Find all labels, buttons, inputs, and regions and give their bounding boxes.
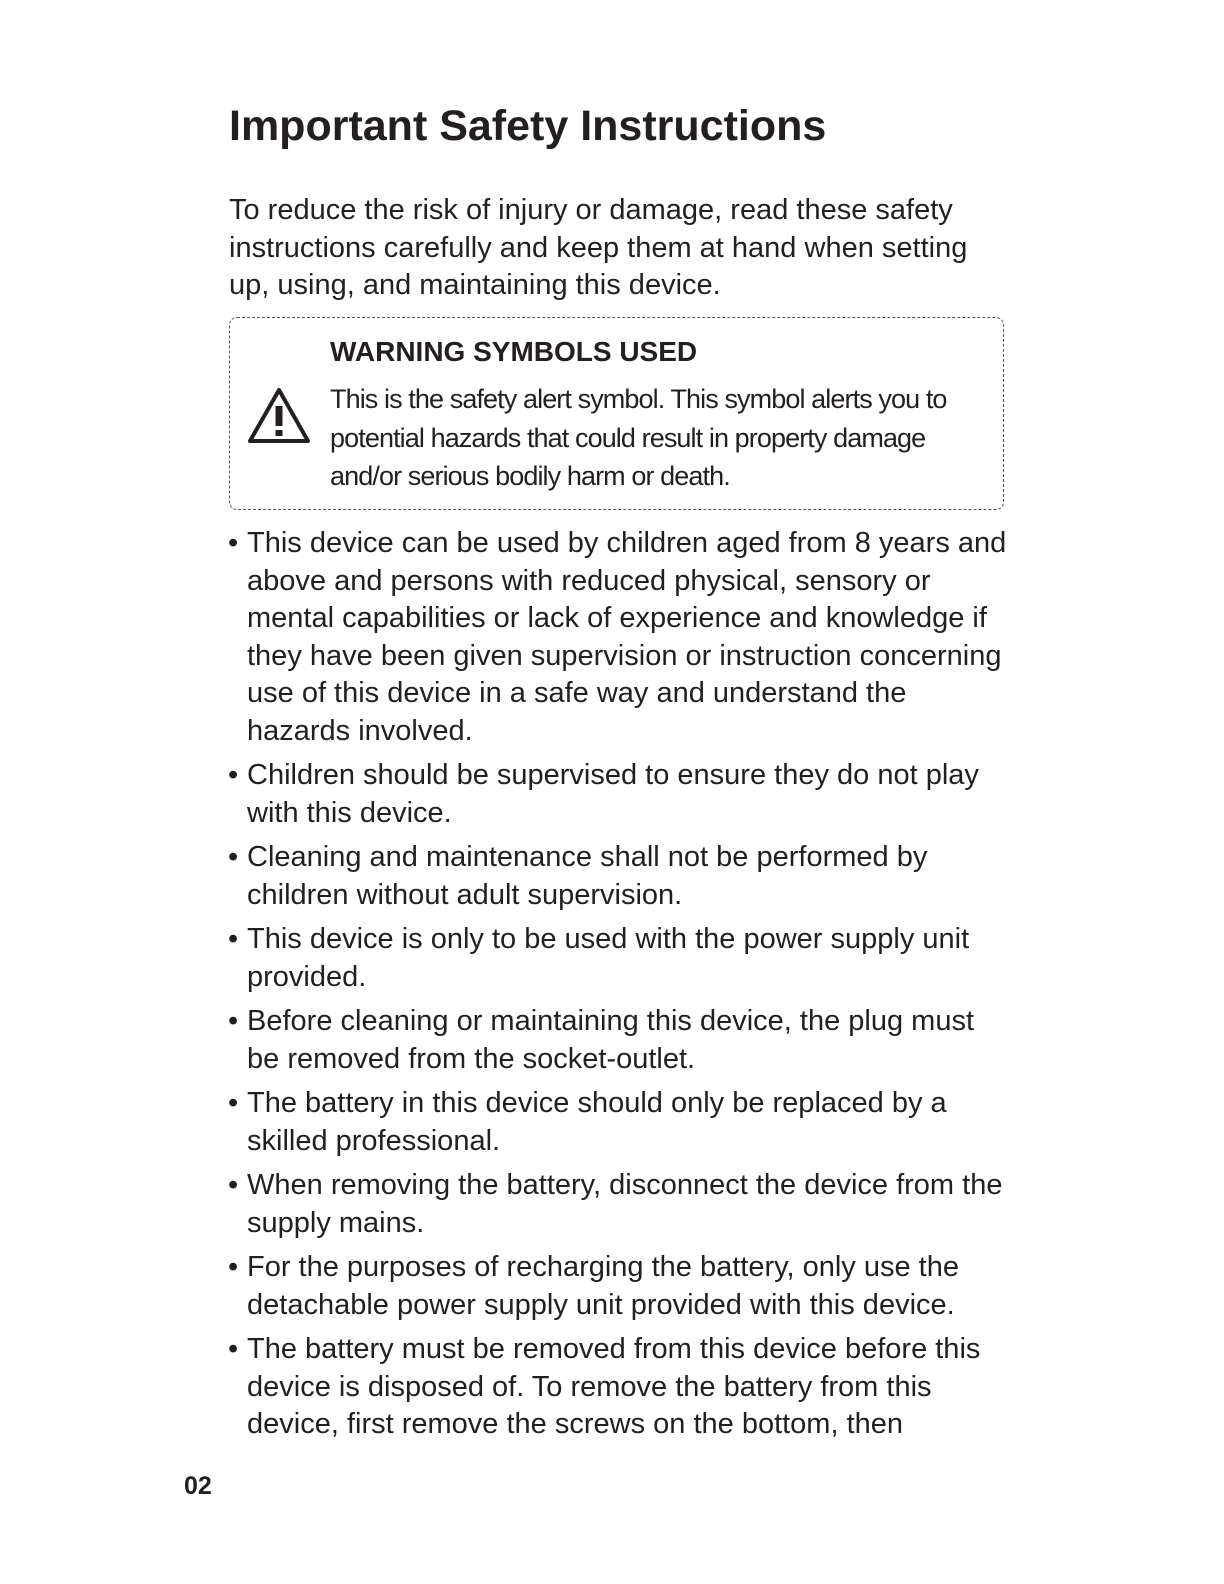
list-item-text: When removing the battery, disconnect the device from the supply mains. [247,1169,1003,1239]
bullet-icon: • [228,1005,239,1037]
bullet-icon: • [228,1251,239,1283]
list-item-text: The battery must be removed from this device before this device is disposed of. To remove the battery from this device, first remove the screws on the bottom, then [247,1333,981,1440]
bullet-icon: • [228,759,239,791]
list-item-text: Children should be supervised to ensure they do not play with this device. [247,759,979,829]
bullet-icon: • [228,923,239,955]
bullet-icon: • [228,1087,239,1119]
intro-paragraph: To reduce the risk of injury or damage, read these safety instructions carefully and keep them at hand when setting up, using, and maintaining this device. [229,194,968,301]
safety-bullet-list [228,525,1008,1451]
bullet-icon: • [228,1333,239,1365]
bullet-icon: • [228,1169,239,1201]
list-item-text: For the purposes of recharging the battery, only use the detachable power supply unit provided with this device. [247,1251,959,1321]
list-item [228,1167,1008,1242]
warning-heading: WARNING SYMBOLS USED [330,336,698,367]
list-item [228,1085,1008,1160]
bullet-icon: • [228,527,239,559]
list-item [228,1249,1008,1324]
list-item [228,757,1008,832]
page-number: 02 [184,1472,212,1500]
list-item-text: Cleaning and maintenance shall not be performed by children without adult supervision. [247,841,928,911]
list-item [228,1331,1008,1444]
list-item-text: This device can be used by children aged from 8 years and above and persons with reduced physical, sensory or mental capabilities or lack of experience and knowledge if they have been given supervision or instruction concerning use of this device in a safe way and understand the hazards involved. [247,527,1007,747]
list-item-text: The battery in this device should only be replaced by a skilled professional. [247,1087,947,1157]
warning-description: This is the safety alert symbol. This symbol alerts you to potential hazards that could result in property damage and/or serious bodily harm or death. [330,384,947,491]
list-item [228,525,1008,750]
list-item-text: Before cleaning or maintaining this device, the plug must be removed from the socket-outlet. [247,1005,975,1075]
list-item-text: This device is only to be used with the power supply unit provided. [247,923,970,993]
warning-symbols-box [229,317,1004,510]
list-item [228,1003,1008,1078]
page-title: Important Safety Instructions [229,102,827,150]
bullet-icon: • [228,841,239,873]
list-item [228,921,1008,996]
list-item [228,839,1008,914]
warning-triangle-icon [246,386,312,446]
